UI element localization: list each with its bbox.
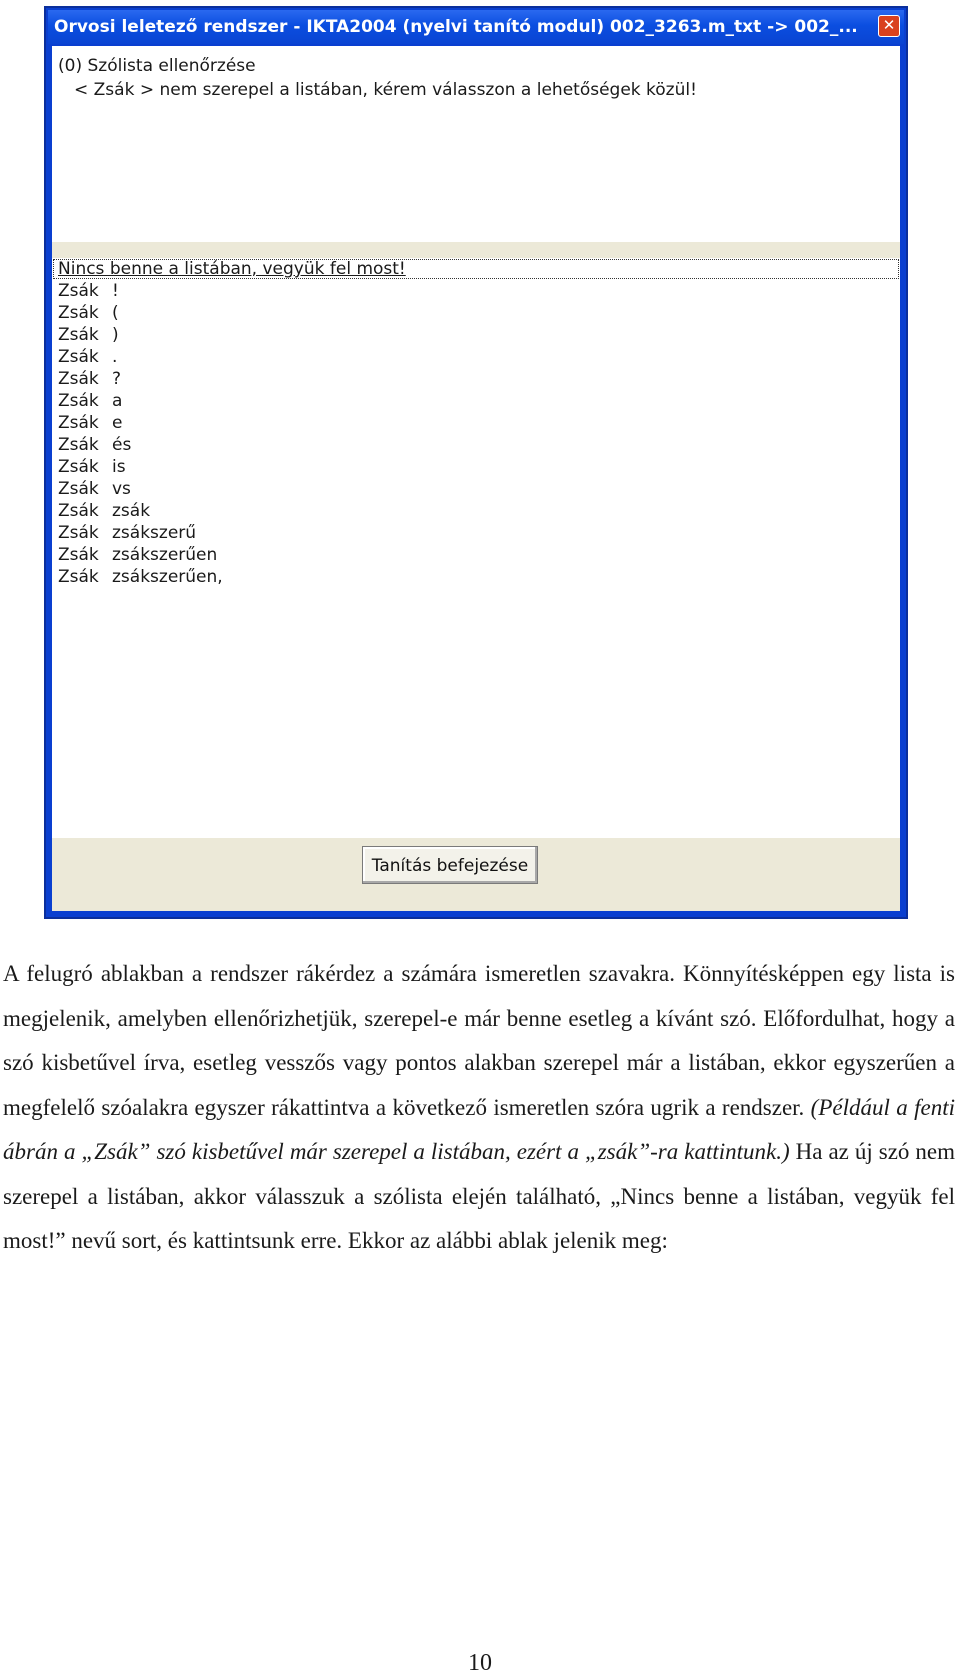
list-item-variant: ! bbox=[112, 281, 119, 301]
paragraph-part2: Ha az új szó nem szerepel a listában, akkor válasszuk a szólista elején található, „Nincs benne a listában, vegyük fel most!” nevű sort, és kattintsunk erre. Ekkor az alábbi ablak jelenik meg: bbox=[3, 1139, 956, 1253]
list-item-variant: a bbox=[112, 391, 123, 411]
list-item-word: Zsák bbox=[58, 413, 99, 433]
list-item[interactable] bbox=[52, 456, 900, 478]
list-item-variant: ( bbox=[112, 303, 119, 323]
list-item-add-new[interactable]: Nincs benne a listában, vegyük fel most! bbox=[52, 258, 900, 280]
list-item-variant: e bbox=[112, 413, 123, 433]
list-item[interactable] bbox=[52, 302, 900, 324]
message-text: < Zsák > nem szerepel a listában, kérem válasszon a lehetőségek közül! bbox=[74, 80, 697, 100]
list-item-word: Zsák bbox=[58, 523, 99, 543]
list-item-variant: és bbox=[112, 435, 132, 455]
list-item[interactable] bbox=[52, 368, 900, 390]
list-item-word: Zsák bbox=[58, 435, 99, 455]
list-item-word: Zsák bbox=[58, 303, 99, 323]
message-title: (0) Szólista ellenőrzése bbox=[58, 56, 256, 76]
list-item-word: Zsák bbox=[58, 369, 99, 389]
paragraph-italic: (Például a fenti ábrán a „Zsák” szó kisbetűvel már szerepel a listában, ezért a „zsák”-ra kattintunk.) bbox=[3, 1094, 955, 1164]
list-item-variant: zsákszerűen bbox=[112, 545, 218, 565]
paragraph-part1: A felugró ablakban a rendszer rákérdez a számára ismeretlen szavakra. Könnyítésképpen egy lista is megjelenik, amelyben ellenőrizhetjük, szerepel-e már benne esetleg a kívánt szó. Előfordulhat, hogy a szó kisbetűvel írva, esetleg vesszős vagy pontos alakban szerepel már a listában, ekkor egyszerűen a megfelelő szóalakra egyszer rákattintva a következő ismeretlen szóra ugrik a rendszer. bbox=[3, 961, 955, 1120]
list-item[interactable] bbox=[52, 390, 900, 412]
finish-teaching-button[interactable]: Tanítás befejezése bbox=[362, 846, 538, 884]
list-item-word: Zsák bbox=[58, 325, 99, 345]
list-item-variant: is bbox=[112, 457, 126, 477]
list-item-word: Zsák bbox=[58, 281, 99, 301]
list-item-variant: vs bbox=[112, 479, 131, 499]
list-item[interactable] bbox=[52, 544, 900, 566]
list-item-variant: zsák bbox=[112, 501, 151, 521]
list-item-word: Zsák bbox=[58, 391, 99, 411]
dialog-title: Orvosi leletező rendszer - IKTA2004 (nyelvi tanító modul) 002_3263.m_txt -> 002_... bbox=[54, 17, 858, 37]
list-item[interactable] bbox=[52, 434, 900, 456]
message-box bbox=[52, 46, 900, 242]
list-item[interactable] bbox=[52, 522, 900, 544]
list-item-word: Zsák bbox=[58, 347, 99, 367]
body-paragraph bbox=[3, 952, 955, 1264]
list-item-variant: ? bbox=[112, 369, 122, 389]
list-item-variant: ) bbox=[112, 325, 119, 345]
list-item-word: Zsák bbox=[58, 567, 99, 587]
dialog-window bbox=[44, 6, 908, 919]
list-item[interactable] bbox=[52, 500, 900, 522]
list-item-word: Zsák bbox=[58, 479, 99, 499]
list-item-word: Zsák bbox=[58, 545, 99, 565]
list-item-variant: . bbox=[112, 347, 118, 367]
list-item[interactable] bbox=[52, 478, 900, 500]
dialog-client bbox=[52, 46, 900, 911]
list-item[interactable] bbox=[52, 346, 900, 368]
page-number: 10 bbox=[468, 1650, 492, 1676]
close-icon[interactable]: ✕ bbox=[878, 15, 900, 37]
list-item-variant: zsákszerű bbox=[112, 523, 197, 543]
list-item[interactable] bbox=[52, 324, 900, 346]
word-list[interactable] bbox=[52, 258, 900, 838]
list-item[interactable] bbox=[52, 412, 900, 434]
list-item[interactable] bbox=[52, 566, 900, 588]
list-item-word: Zsák bbox=[58, 457, 99, 477]
list-item-variant: zsákszerűen, bbox=[112, 567, 223, 587]
dialog-titlebar[interactable] bbox=[48, 10, 904, 44]
list-item-word: Zsák bbox=[58, 501, 99, 521]
list-item[interactable] bbox=[52, 280, 900, 302]
